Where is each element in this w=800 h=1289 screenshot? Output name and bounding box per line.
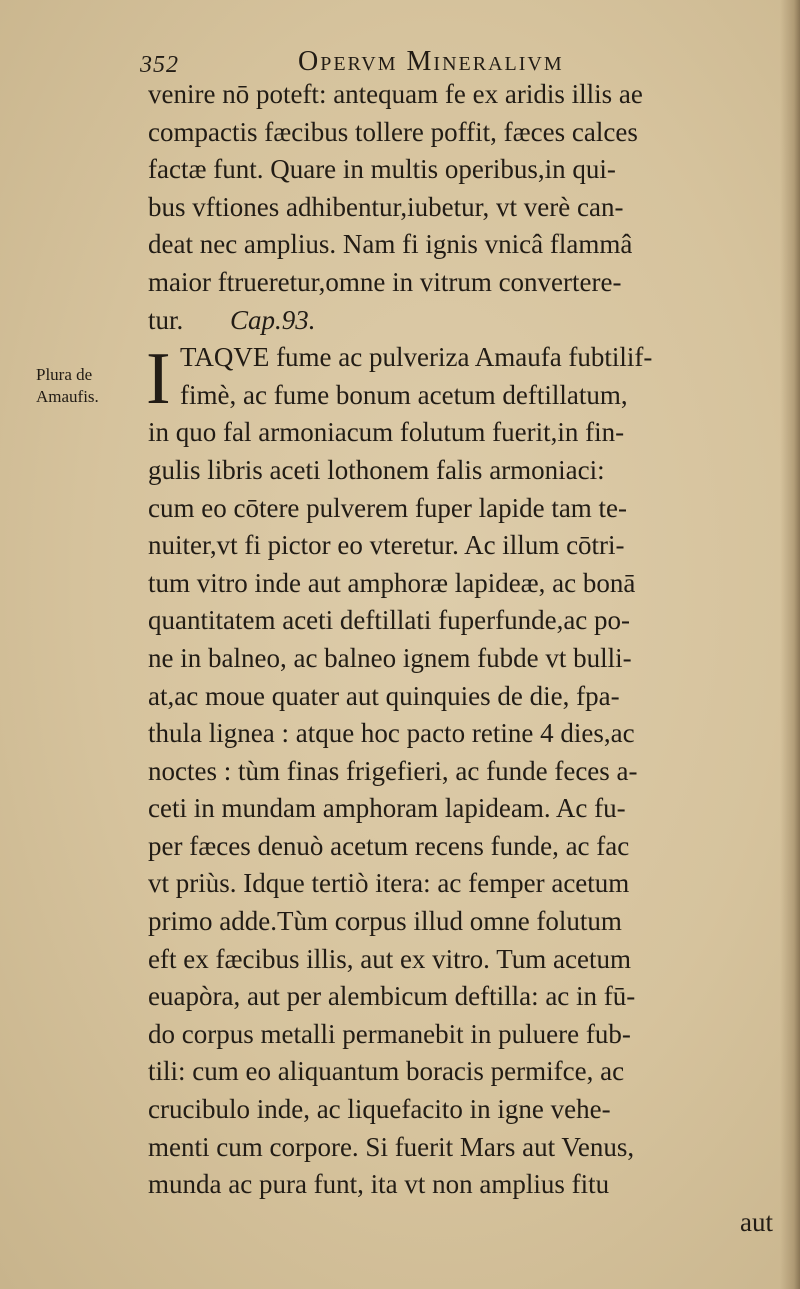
- margin-note: [36, 364, 146, 408]
- text-line: eft ex fæcibus illis, aut ex vitro. Tum acetum: [148, 943, 631, 974]
- text-line: deat nec amplius. Nam fi ignis vnicâ flammâ: [148, 229, 633, 260]
- text-line: at,ac moue quater aut quinquies de die, fpa-: [148, 680, 620, 711]
- text-line: tum vitro inde aut amphoræ lapideæ, ac bonā: [148, 567, 636, 598]
- text-line: do corpus metalli permanebit in puluere fub-: [148, 1018, 631, 1049]
- text-line: compactis fæcibus tollere poffit, fæces calces: [148, 116, 638, 147]
- text-line: tili: cum eo aliquantum boracis permifce, ac: [148, 1056, 625, 1087]
- text-line: venire nō poteft: antequam fe ex aridis illis ae: [148, 79, 643, 109]
- text-line: bus vftiones adhibentur,iubetur, vt verè can-: [148, 191, 624, 222]
- text-line: munda ac pura funt, ita vt non amplius fitu: [148, 1169, 610, 1200]
- text-line: nuiter,vt fi pictor eo vteretur. Ac illum cōtri-: [148, 530, 625, 561]
- text-line-with-chapter: [148, 302, 788, 340]
- text-line: ne in balneo, ac balneo ignem fubde vt bulli-: [148, 642, 632, 673]
- body-text: [148, 76, 788, 1241]
- text-line: gulis libris aceti lothonem falis armoniaci:: [148, 454, 605, 485]
- drop-cap-initial: I: [146, 338, 171, 420]
- text-line: TAQVE fume ac pulveriza Amaufa fubtilif-: [180, 342, 653, 373]
- text-line: primo adde.Tùm corpus illud omne folutum: [148, 906, 622, 937]
- margin-note-line: Plura de: [36, 365, 93, 384]
- text-line: in quo fal armoniacum folutum fuerit,in fin-: [148, 417, 625, 448]
- text-line: maior ftrueretur,omne in vitrum convertere-: [148, 266, 622, 297]
- text-line: cum eo cōtere pulverem fuper lapide tam te-: [148, 492, 628, 523]
- text-line: noctes : tùm finas frigefieri, ac funde feces a-: [148, 755, 638, 786]
- text-line: fimè, ac fume bonum acetum deftillatum,: [180, 379, 628, 410]
- text-line: per fæces denuò acetum recens funde, ac fac: [148, 830, 630, 861]
- text-line: ceti in mundam amphoram lapideam. Ac fu-: [148, 793, 626, 824]
- text-line: vt priùs. Idque tertiò itera: ac femper acetum: [148, 868, 630, 899]
- catchword: aut: [740, 1206, 773, 1237]
- text-line: tur.: [148, 304, 184, 335]
- text-line: menti cum corpore. Si fuerit Mars aut Venus,: [148, 1131, 635, 1162]
- text-line: crucibulo inde, ac liquefacito in igne vehe-: [148, 1094, 611, 1125]
- margin-note-line: Amaufis.: [36, 387, 99, 406]
- running-head: Opervm Mineralivm: [298, 46, 564, 77]
- text-line: euapòra, aut per alembicum deftilla: ac in fū-: [148, 981, 636, 1012]
- chapter-heading: Cap.93.: [230, 304, 316, 335]
- text-line: factæ funt. Quare in multis operibus,in qui-: [148, 154, 616, 185]
- page-number: 352: [140, 52, 179, 78]
- text-line: quantitatem aceti deftillati fuperfunde,ac po-: [148, 605, 631, 636]
- text-line: thula lignea : atque hoc pacto retine 4 dies,ac: [148, 718, 635, 749]
